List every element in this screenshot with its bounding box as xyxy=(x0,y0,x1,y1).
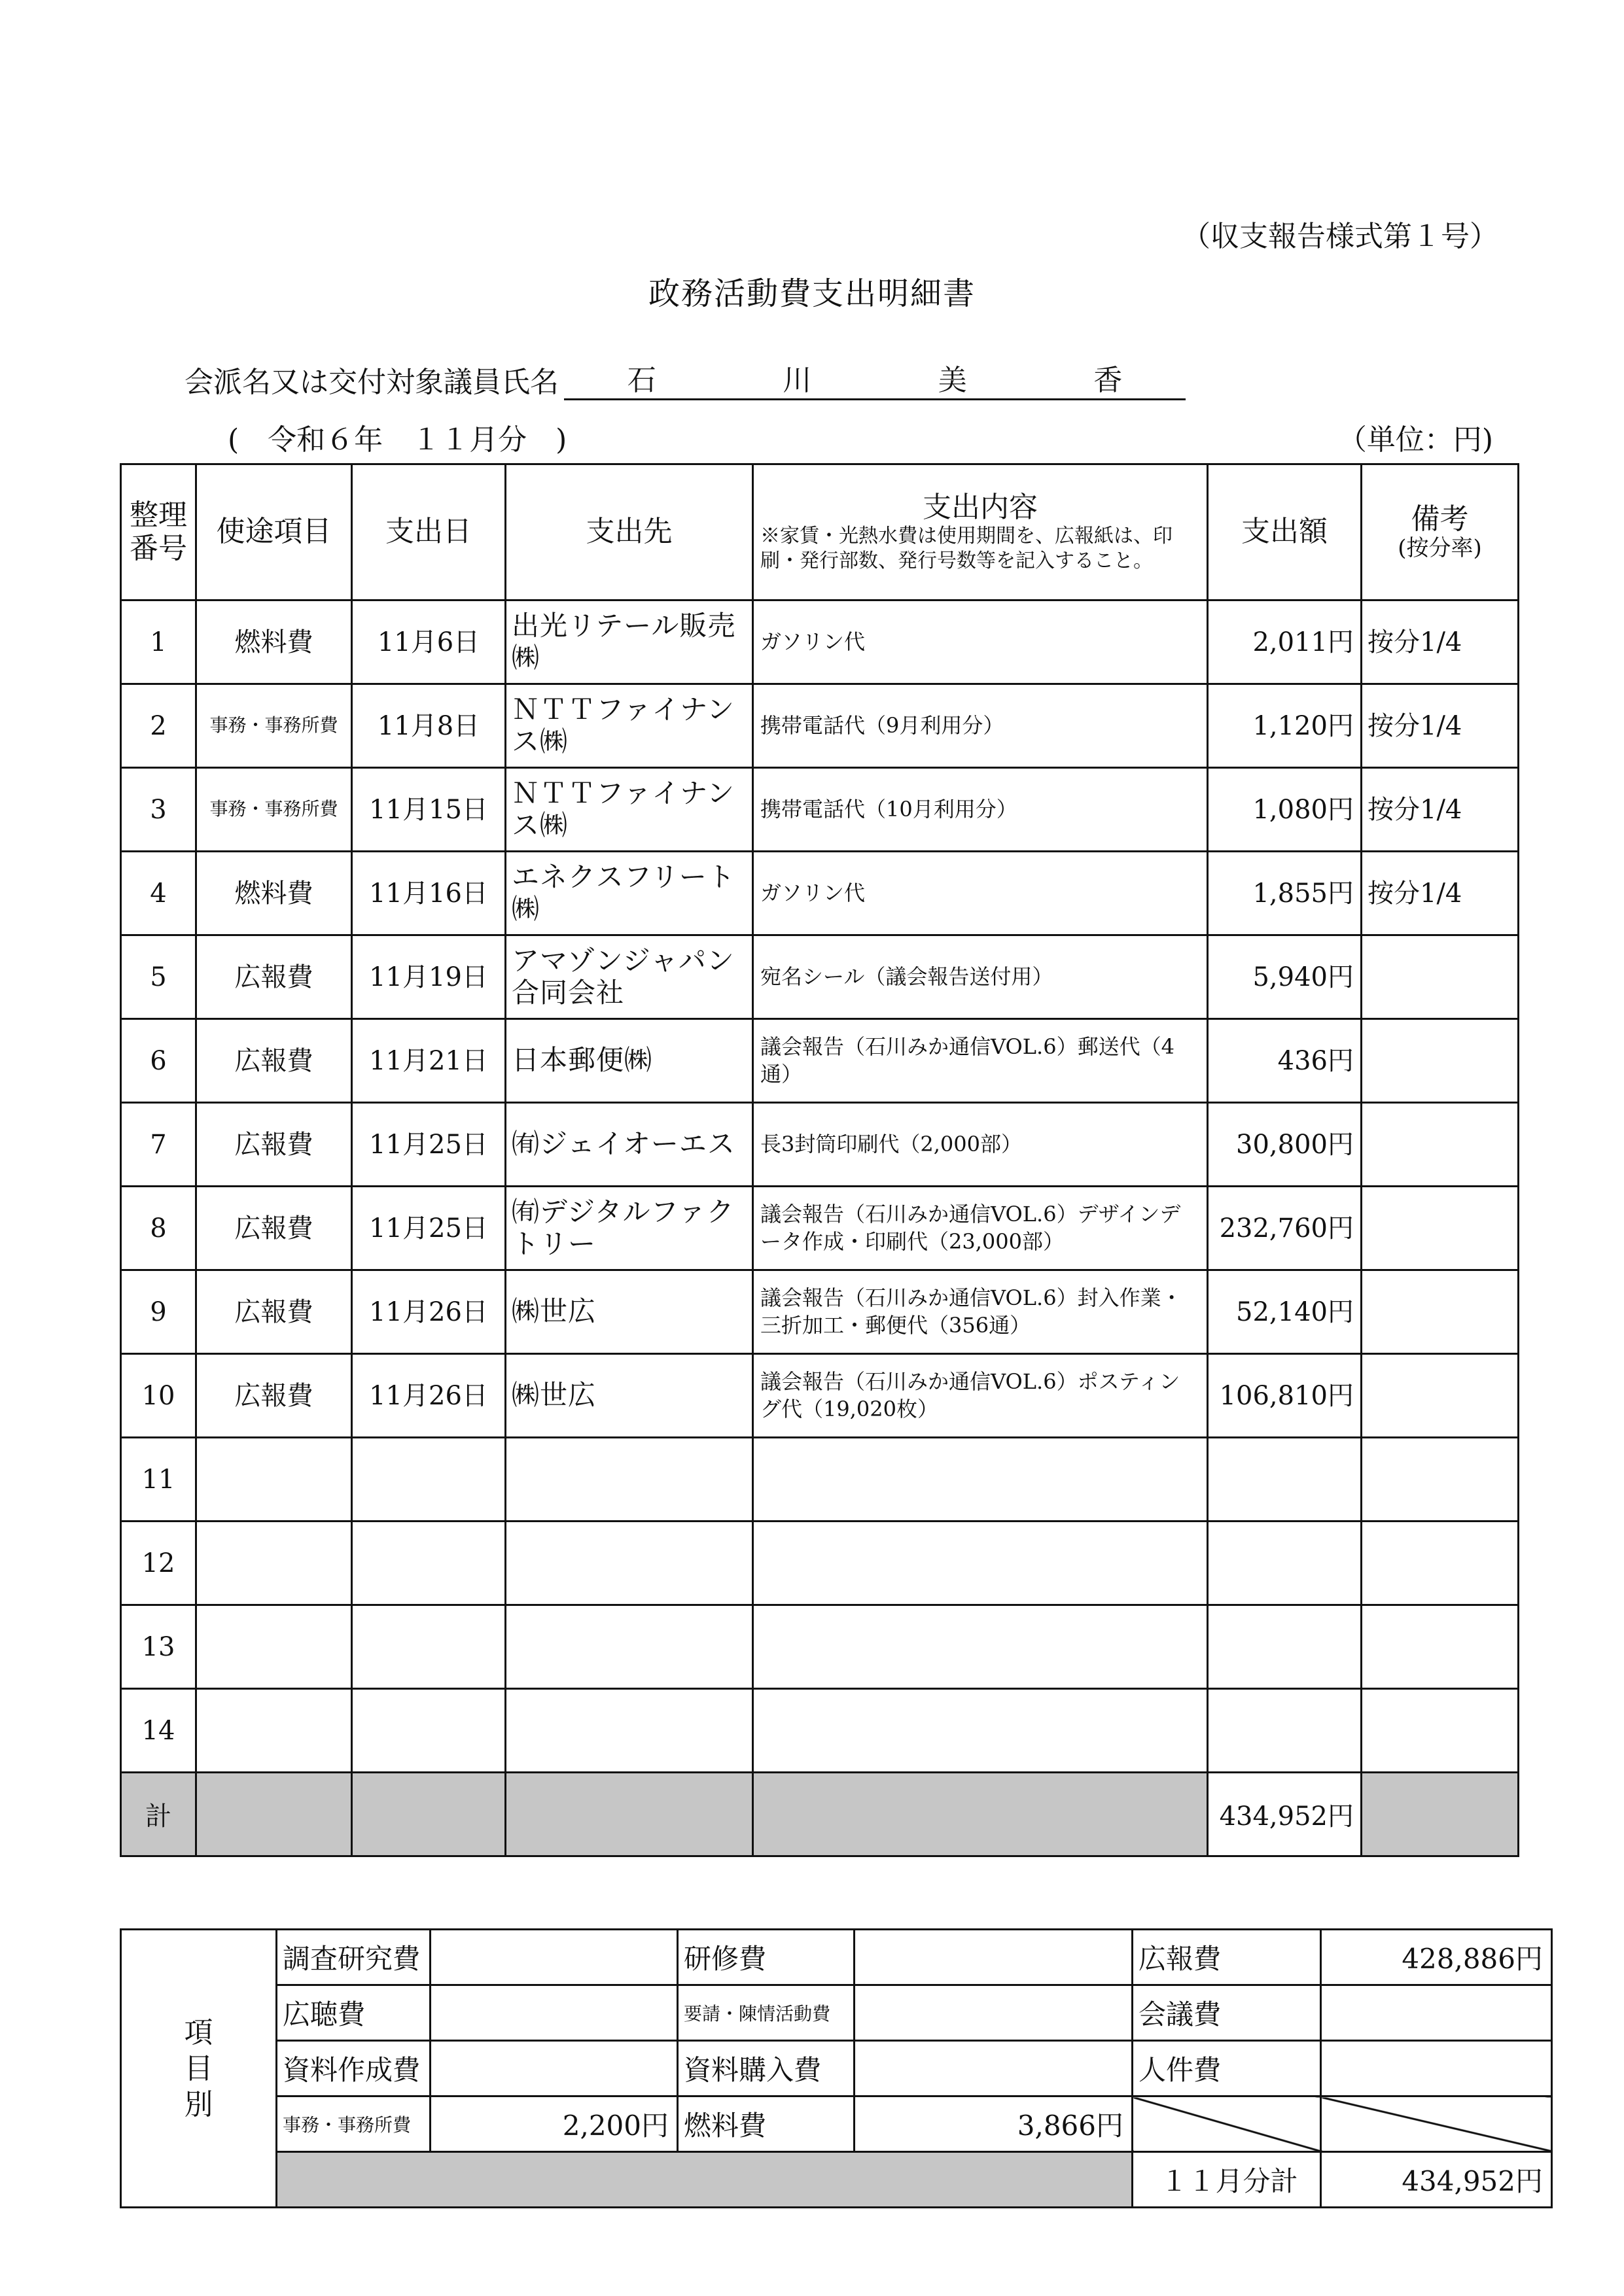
row-use xyxy=(196,1438,352,1522)
row-payee: ㈲ジェイオーエス xyxy=(506,1103,753,1187)
summary-total-row xyxy=(121,2152,1552,2208)
total-shade-cell xyxy=(753,1773,1208,1856)
header-desc-title: 支出内容 xyxy=(923,490,1038,524)
row-remarks xyxy=(1362,1689,1519,1773)
row-date xyxy=(352,1438,506,1522)
summary-value xyxy=(1321,1985,1552,2041)
header-desc xyxy=(753,464,1208,600)
row-remarks xyxy=(1362,935,1519,1019)
row-date: 11月19日 xyxy=(352,935,506,1019)
member-row xyxy=(185,358,1186,400)
row-date: 11月6日 xyxy=(352,600,506,684)
row-date: 11月26日 xyxy=(352,1270,506,1354)
row-use: 広報費 xyxy=(196,1354,352,1438)
row-date: 11月16日 xyxy=(352,852,506,935)
header-date: 支出日 xyxy=(352,464,506,600)
unit-label: （単位：円) xyxy=(1337,423,1493,457)
row-payee xyxy=(506,1689,753,1773)
row-number: 8 xyxy=(121,1187,196,1270)
summary-label: 要請・陳情活動費 xyxy=(678,1985,855,2041)
row-amount xyxy=(1208,1689,1362,1773)
member-name-char: 美 xyxy=(938,364,967,397)
period: ( 令和６年 １１月分 ) xyxy=(228,423,567,457)
summary-value: 428,886円 xyxy=(1321,1930,1552,1985)
row-remarks: 按分1/4 xyxy=(1362,684,1519,768)
summary-row xyxy=(121,2041,1552,2096)
row-date: 11月21日 xyxy=(352,1019,506,1103)
row-payee: アマゾンジャパン合同会社 xyxy=(506,935,753,1019)
row-description xyxy=(753,1438,1208,1522)
row-payee: 出光リテール販売㈱ xyxy=(506,600,753,684)
member-name-char: 石 xyxy=(627,364,656,397)
summary-value xyxy=(855,2041,1133,2096)
row-remarks xyxy=(1362,1605,1519,1689)
header-remarks-title: 備考 xyxy=(1411,502,1469,536)
total-row xyxy=(121,1773,1519,1856)
total-amount: 434,952円 xyxy=(1208,1773,1362,1856)
row-number: 4 xyxy=(121,852,196,935)
document-title: 政務活動費支出明細書 xyxy=(648,275,976,312)
table-row xyxy=(121,684,1519,768)
row-number: 9 xyxy=(121,1270,196,1354)
row-amount: 30,800円 xyxy=(1208,1103,1362,1187)
row-description: 議会報告（石川みか通信VOL.6）デザインデータ作成・印刷代（23,000部） xyxy=(753,1187,1208,1270)
summary-value xyxy=(855,1930,1133,1985)
row-description: 議会報告（石川みか通信VOL.6）ポスティング代（19,020枚） xyxy=(753,1354,1208,1438)
member-name-char: 川 xyxy=(783,364,812,397)
row-payee: エネクスフリート㈱ xyxy=(506,852,753,935)
table-row xyxy=(121,1689,1519,1773)
row-use: 広報費 xyxy=(196,1103,352,1187)
member-name-char: 香 xyxy=(1093,364,1123,397)
row-date xyxy=(352,1522,506,1605)
category-label: 項 目 別 xyxy=(121,1930,277,2208)
row-amount xyxy=(1208,1605,1362,1689)
row-description: 議会報告（石川みか通信VOL.6）封入作業・三折加工・郵便代（356通） xyxy=(753,1270,1208,1354)
total-shade-cell xyxy=(1362,1773,1519,1856)
row-amount xyxy=(1208,1438,1362,1522)
row-description: ガソリン代 xyxy=(753,852,1208,935)
month-total-label: １１月分計 xyxy=(1133,2152,1321,2208)
table-row xyxy=(121,1187,1519,1270)
table-row xyxy=(121,1354,1519,1438)
summary-value xyxy=(431,1930,678,1985)
row-date: 11月25日 xyxy=(352,1187,506,1270)
row-number: 5 xyxy=(121,935,196,1019)
month-total-value: 434,952円 xyxy=(1321,2152,1552,2208)
row-payee: ㈱世広 xyxy=(506,1354,753,1438)
row-amount: 106,810円 xyxy=(1208,1354,1362,1438)
summary-label: 資料作成費 xyxy=(277,2041,431,2096)
summary-label: 事務・事務所費 xyxy=(277,2096,431,2152)
row-number: 12 xyxy=(121,1522,196,1605)
header-amount: 支出額 xyxy=(1208,464,1362,600)
summary-label: 広聴費 xyxy=(277,1985,431,2041)
row-use xyxy=(196,1522,352,1605)
row-amount: 5,940円 xyxy=(1208,935,1362,1019)
row-payee: ＮＴＴファイナンス㈱ xyxy=(506,684,753,768)
row-use: 燃料費 xyxy=(196,852,352,935)
row-use xyxy=(196,1689,352,1773)
row-number: 3 xyxy=(121,768,196,852)
summary-value xyxy=(431,1985,678,2041)
row-number: 1 xyxy=(121,600,196,684)
row-description: 議会報告（石川みか通信VOL.6）郵送代（4通） xyxy=(753,1019,1208,1103)
row-number: 2 xyxy=(121,684,196,768)
header-no: 整理 番号 xyxy=(121,464,196,600)
row-use: 広報費 xyxy=(196,935,352,1019)
row-use: 広報費 xyxy=(196,1019,352,1103)
row-date: 11月8日 xyxy=(352,684,506,768)
row-date: 11月15日 xyxy=(352,768,506,852)
row-date: 11月26日 xyxy=(352,1354,506,1438)
summary-value xyxy=(1321,2041,1552,2096)
row-amount xyxy=(1208,1522,1362,1605)
summary-label: 広報費 xyxy=(1133,1930,1321,1985)
table-row xyxy=(121,935,1519,1019)
form-number: （収支報告様式第１号） xyxy=(1182,220,1498,253)
row-description: ガソリン代 xyxy=(753,600,1208,684)
header-use: 使途項目 xyxy=(196,464,352,600)
row-description xyxy=(753,1605,1208,1689)
row-description: 携帯電話代（9月利用分） xyxy=(753,684,1208,768)
row-payee xyxy=(506,1438,753,1522)
row-use: 事務・事務所費 xyxy=(196,684,352,768)
header-remarks xyxy=(1362,464,1519,600)
row-amount: 1,080円 xyxy=(1208,768,1362,852)
table-row xyxy=(121,768,1519,852)
diagonal-blank-cell xyxy=(1133,2096,1321,2152)
diagonal-blank-cell xyxy=(1321,2096,1552,2152)
row-payee: ㈲デジタルファクトリー xyxy=(506,1187,753,1270)
total-shade-cell xyxy=(196,1773,352,1856)
row-amount: 2,011円 xyxy=(1208,600,1362,684)
summary-label: 研修費 xyxy=(678,1930,855,1985)
member-label: 会派名又は交付対象議員氏名 xyxy=(185,366,559,399)
row-remarks xyxy=(1362,1187,1519,1270)
summary-label: 会議費 xyxy=(1133,1985,1321,2041)
summary-label: 人件費 xyxy=(1133,2041,1321,2096)
row-number: 14 xyxy=(121,1689,196,1773)
row-date xyxy=(352,1605,506,1689)
table-row xyxy=(121,1522,1519,1605)
row-amount: 52,140円 xyxy=(1208,1270,1362,1354)
summary-value: 3,866円 xyxy=(855,2096,1133,2152)
row-description: 長3封筒印刷代（2,000部） xyxy=(753,1103,1208,1187)
summary-row xyxy=(121,1985,1552,2041)
row-amount: 1,855円 xyxy=(1208,852,1362,935)
row-number: 11 xyxy=(121,1438,196,1522)
row-number: 6 xyxy=(121,1019,196,1103)
row-remarks xyxy=(1362,1438,1519,1522)
row-remarks: 按分1/4 xyxy=(1362,600,1519,684)
member-name xyxy=(564,360,1186,400)
summary-shade-cell xyxy=(277,2152,1133,2208)
row-payee: ㈱世広 xyxy=(506,1270,753,1354)
table-row xyxy=(121,1103,1519,1187)
table-header-row xyxy=(121,464,1519,600)
category-summary xyxy=(120,1928,1553,2208)
summary-label: 調査研究費 xyxy=(277,1930,431,1985)
summary-value: 2,200円 xyxy=(431,2096,678,2152)
row-remarks xyxy=(1362,1522,1519,1605)
table-row xyxy=(121,1438,1519,1522)
row-use: 広報費 xyxy=(196,1187,352,1270)
row-number: 10 xyxy=(121,1354,196,1438)
row-remarks xyxy=(1362,1270,1519,1354)
summary-label: 資料購入費 xyxy=(678,2041,855,2096)
row-payee: ＮＴＴファイナンス㈱ xyxy=(506,768,753,852)
summary-label: 燃料費 xyxy=(678,2096,855,2152)
header-payee: 支出先 xyxy=(506,464,753,600)
row-date: 11月25日 xyxy=(352,1103,506,1187)
row-use: 広報費 xyxy=(196,1270,352,1354)
header-remarks-sub: (按分率) xyxy=(1398,535,1482,562)
row-use: 事務・事務所費 xyxy=(196,768,352,852)
total-label: 計 xyxy=(121,1773,196,1856)
row-description xyxy=(753,1522,1208,1605)
row-date xyxy=(352,1689,506,1773)
expense-table xyxy=(120,463,1519,1857)
table-row xyxy=(121,852,1519,935)
summary-row xyxy=(121,1930,1552,1985)
row-payee: 日本郵便㈱ xyxy=(506,1019,753,1103)
table-row xyxy=(121,600,1519,684)
summary-value xyxy=(855,1985,1133,2041)
table-row xyxy=(121,1019,1519,1103)
row-use xyxy=(196,1605,352,1689)
row-amount: 436円 xyxy=(1208,1019,1362,1103)
summary-row xyxy=(121,2096,1552,2152)
row-number: 13 xyxy=(121,1605,196,1689)
row-description: 宛名シール（議会報告送付用） xyxy=(753,935,1208,1019)
header-desc-note: ※家賃・光熱水費は使用期間を、広報紙は、印刷・発行部数、発行号数等を記入すること。 xyxy=(760,525,1173,572)
row-amount: 232,760円 xyxy=(1208,1187,1362,1270)
total-shade-cell xyxy=(506,1773,753,1856)
row-remarks: 按分1/4 xyxy=(1362,768,1519,852)
row-description: 携帯電話代（10月利用分） xyxy=(753,768,1208,852)
row-remarks: 按分1/4 xyxy=(1362,852,1519,935)
row-amount: 1,120円 xyxy=(1208,684,1362,768)
table-row xyxy=(121,1605,1519,1689)
total-shade-cell xyxy=(352,1773,506,1856)
row-payee xyxy=(506,1605,753,1689)
row-description xyxy=(753,1689,1208,1773)
row-remarks xyxy=(1362,1354,1519,1438)
row-use: 燃料費 xyxy=(196,600,352,684)
row-remarks xyxy=(1362,1019,1519,1103)
summary-value xyxy=(431,2041,678,2096)
row-payee xyxy=(506,1522,753,1605)
table-row xyxy=(121,1270,1519,1354)
row-number: 7 xyxy=(121,1103,196,1187)
row-remarks xyxy=(1362,1103,1519,1187)
